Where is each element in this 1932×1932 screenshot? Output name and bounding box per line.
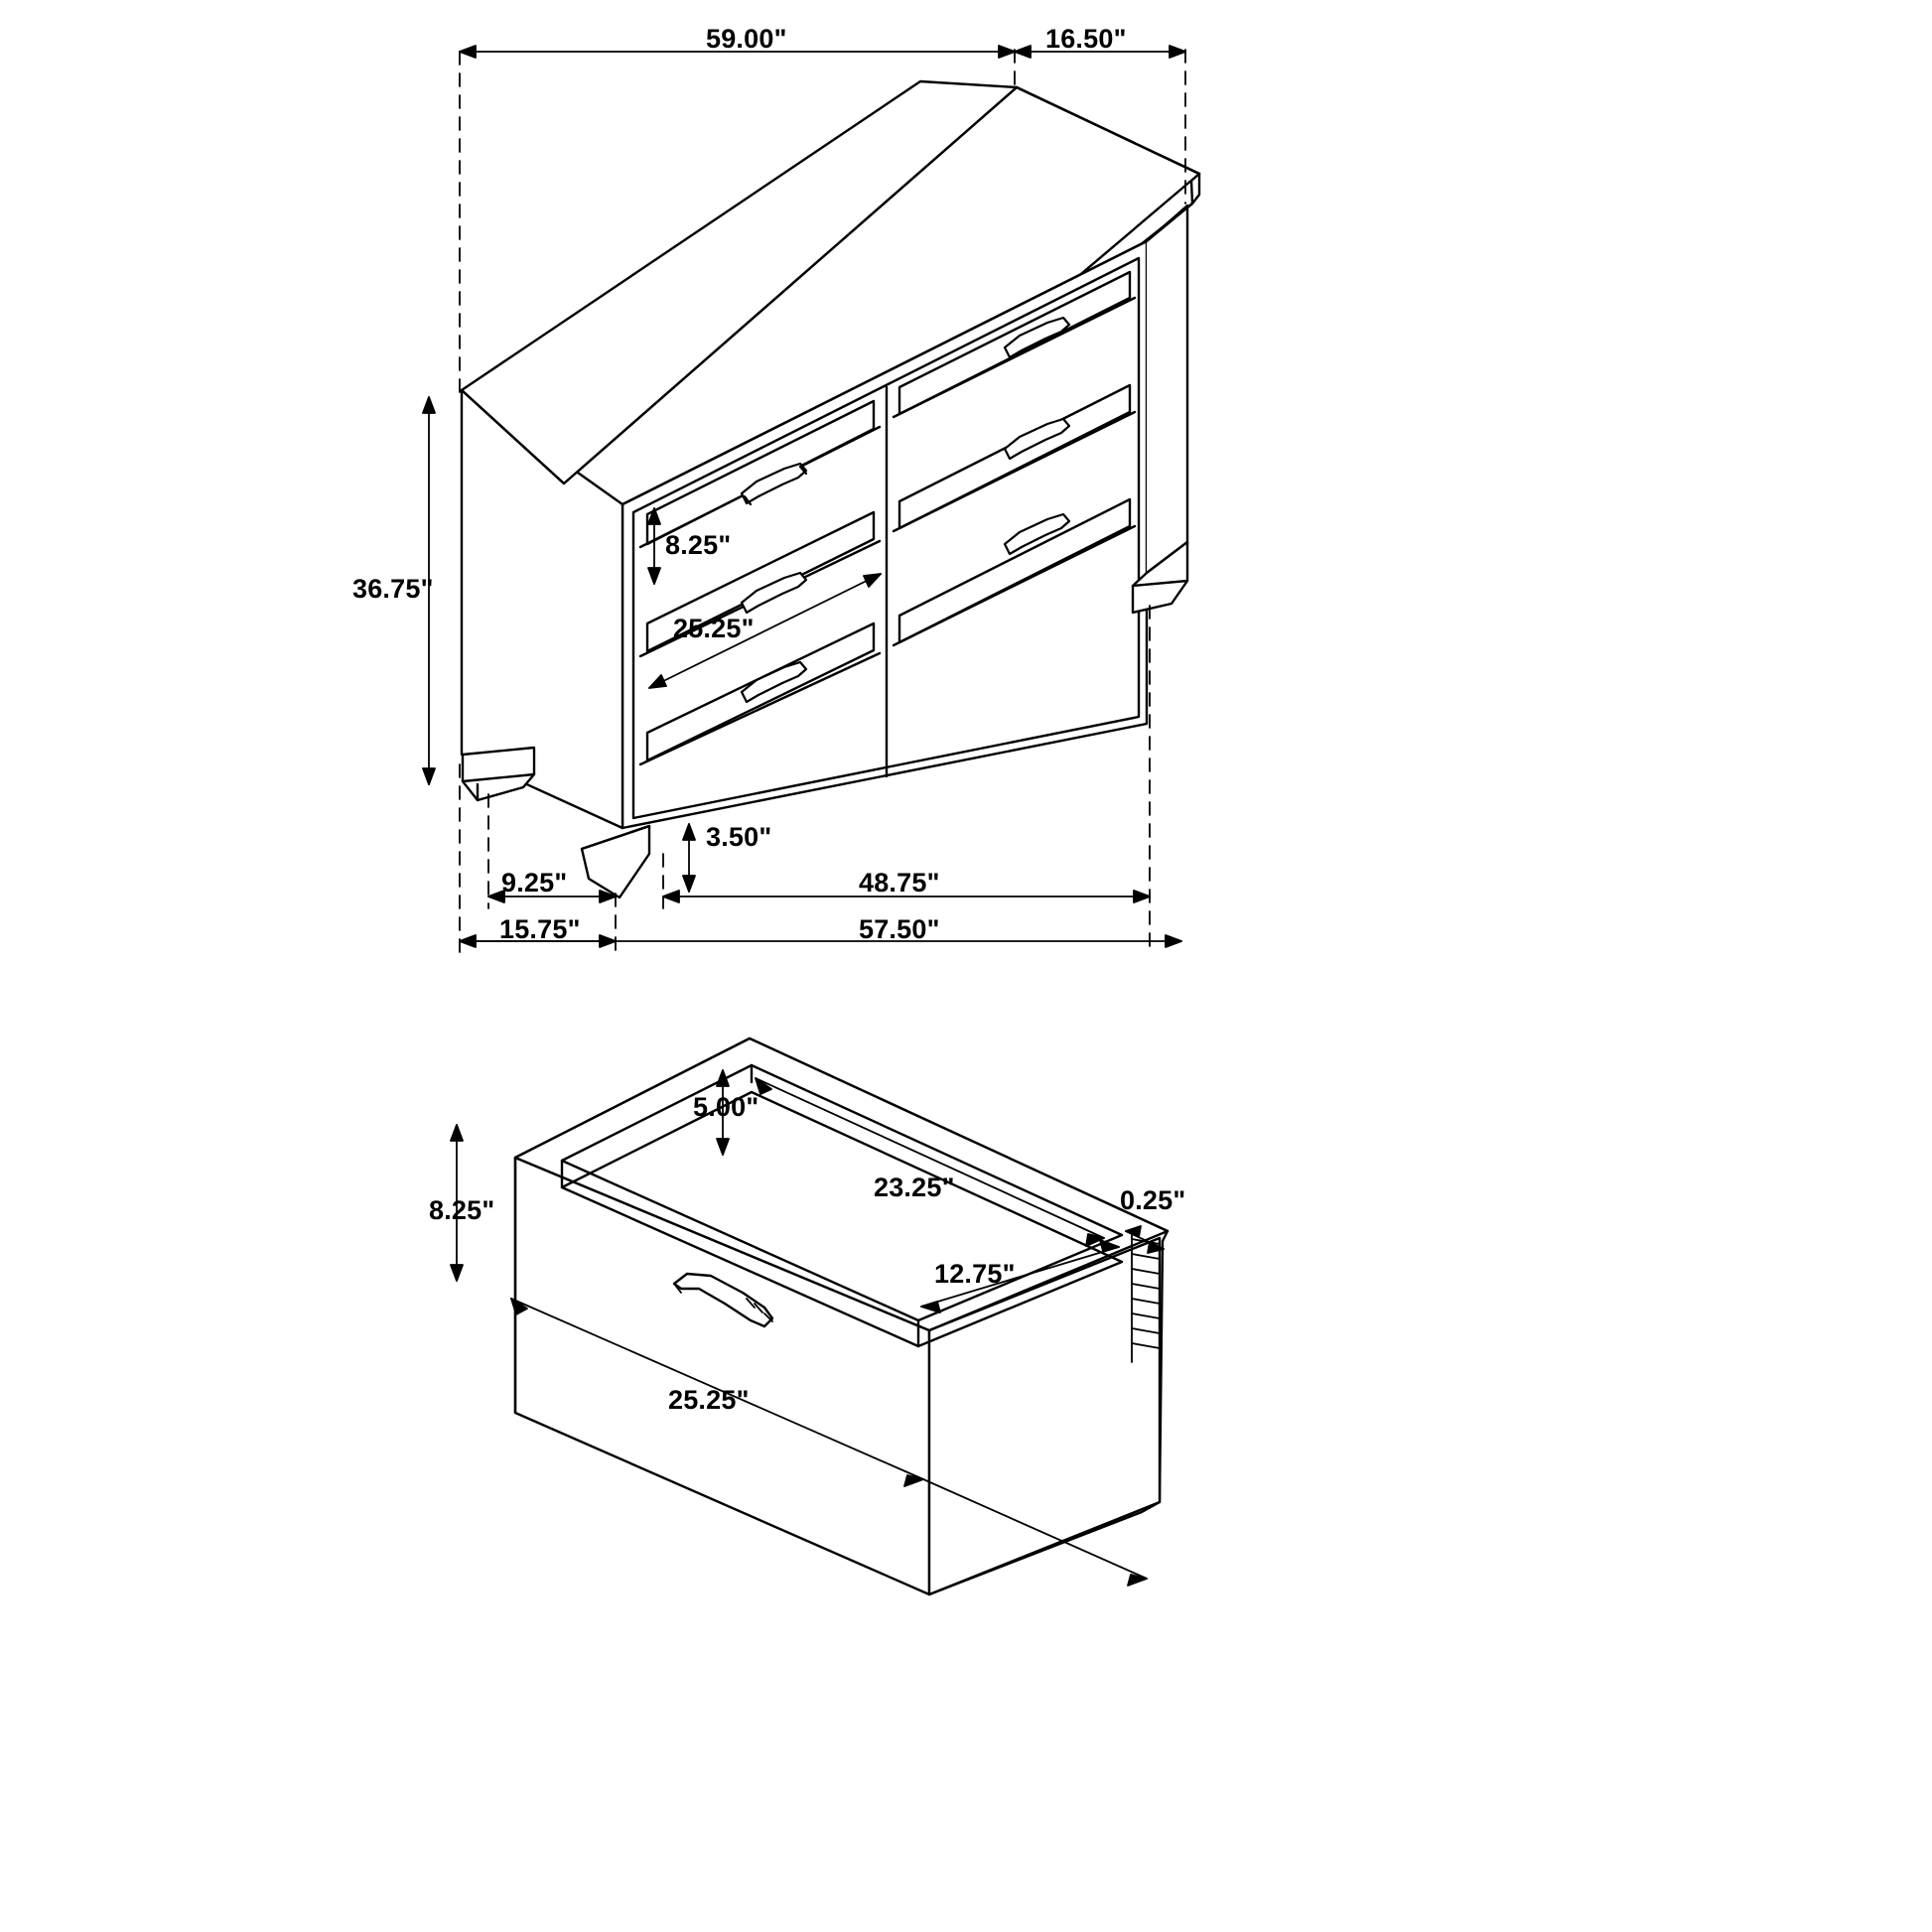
dimension-label-interior-width: 23.25" bbox=[874, 1173, 955, 1202]
dresser-body-outline bbox=[462, 81, 1199, 828]
dimension-label-drawer-box-height: 8.25" bbox=[429, 1195, 495, 1225]
drawer-detail-outline bbox=[515, 1038, 1168, 1594]
dimension-label-leg-height: 3.50" bbox=[706, 822, 772, 852]
dimension-label-case-width: 57.50" bbox=[859, 914, 940, 944]
dimension-label-interior-depth-height: 5.00" bbox=[693, 1092, 759, 1122]
dimension-label-leg-span-width: 48.75" bbox=[859, 868, 940, 897]
dimension-label-leg-offset-depth: 9.25" bbox=[501, 868, 568, 897]
dimension-label-drawer-front-height: 8.25" bbox=[665, 530, 732, 560]
dimension-label-overall-height: 36.75" bbox=[352, 574, 434, 604]
dimension-label-drawer-front-width: 25.25" bbox=[673, 614, 755, 643]
dimension-label-base-depth: 15.75" bbox=[499, 914, 581, 944]
dimension-label-top-depth: 16.50" bbox=[1045, 24, 1127, 54]
dimension-label-drawer-overall-width: 25.25" bbox=[668, 1385, 750, 1415]
dimension-label-material-thickness: 0.25" bbox=[1120, 1185, 1186, 1215]
dimension-label-top-width: 59.00" bbox=[706, 24, 787, 54]
dimension-label-interior-side-depth: 12.75" bbox=[934, 1259, 1016, 1289]
